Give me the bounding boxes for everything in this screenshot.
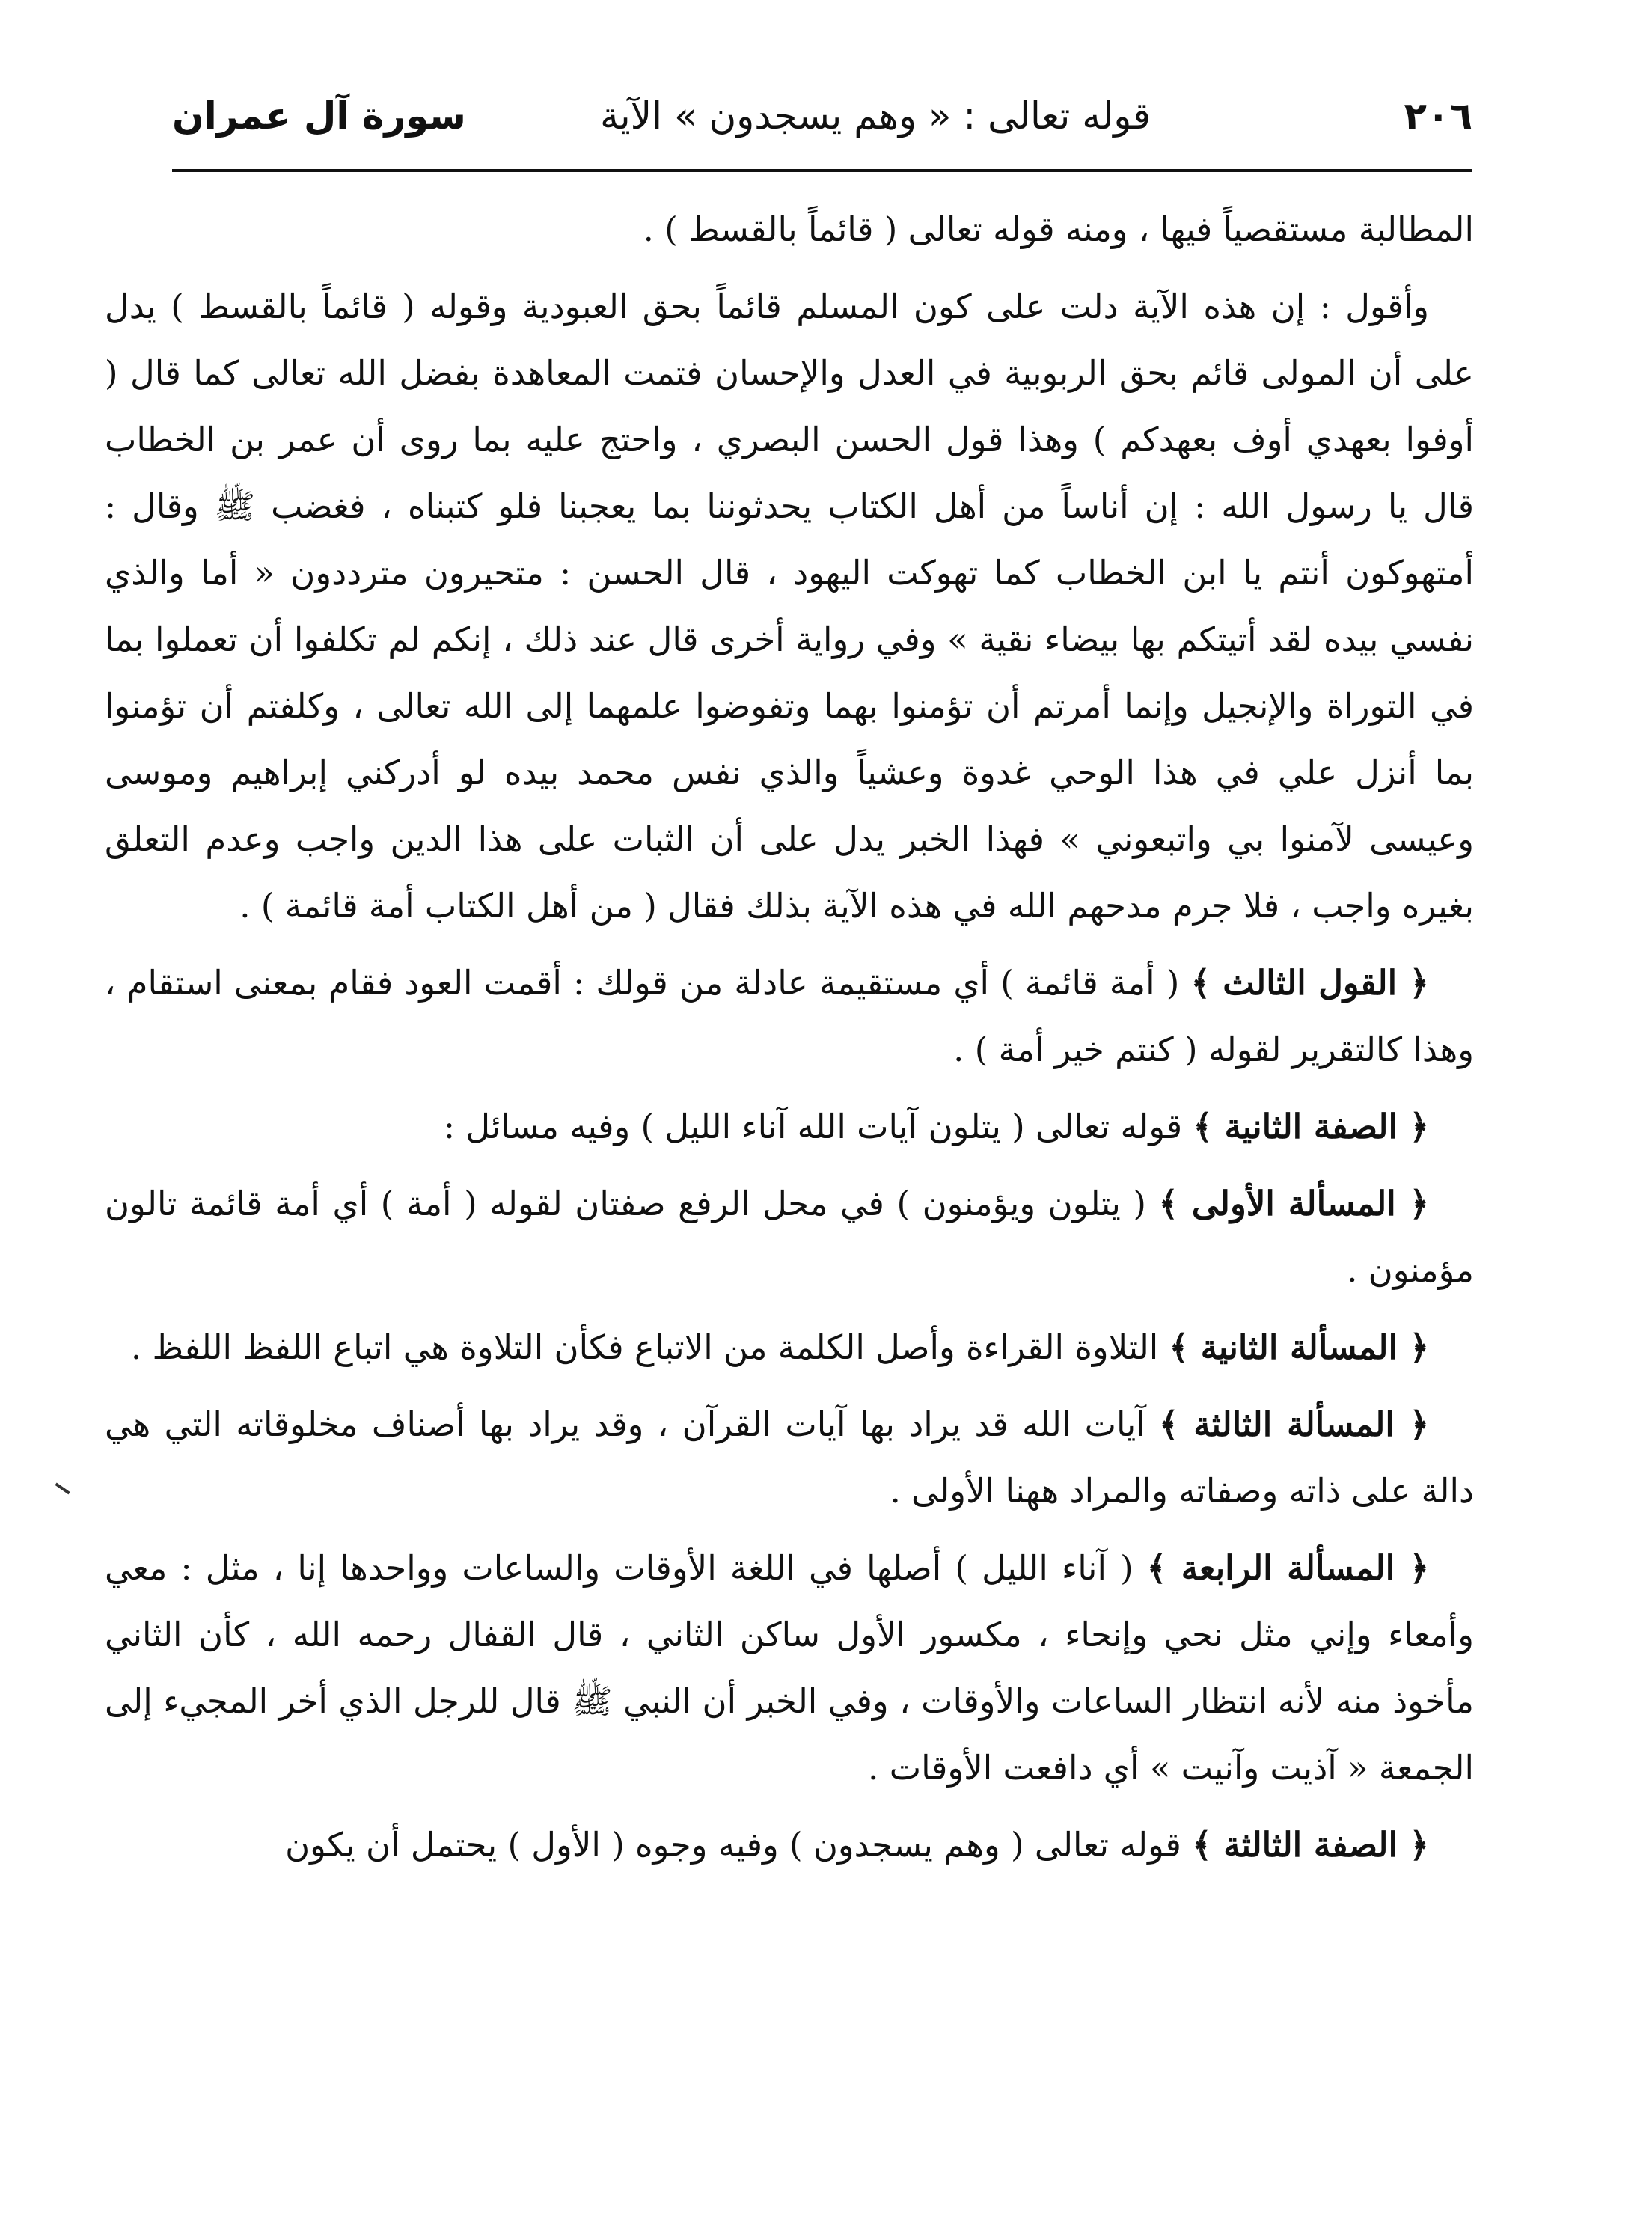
paragraph-text: المطالبة مستقصياً فيها ، ومنه قوله تعالى ( قائماً بالقسط ) . — [643, 210, 1474, 249]
paragraph-text: قوله تعالى ( يتلون آيات الله آناء الليل ) وفيه مسائل : — [443, 1107, 1183, 1146]
paragraph-text: ( أمة قائمة ) أي مستقيمة عادلة من قولك : أقمت العود فقام بمعنى استقام ، وهذا كالتقرير لقوله ( كنتم خير أمة ) . — [105, 963, 1474, 1069]
section-heading: ﴿ المسألة الأولى ﴾ — [1158, 1184, 1429, 1223]
running-verse-reference: قوله تعالى : « وهم يسجدون » الآية — [599, 94, 1151, 138]
paragraph — [105, 950, 1474, 1083]
paragraph — [105, 1535, 1474, 1801]
paragraph — [105, 1391, 1474, 1524]
page-header — [172, 88, 1472, 156]
paragraph-text: وأقول : إن هذه الآية دلت على كون المسلم قائماً بحق العبودية وقوله ( قائماً بالقسط ) يدل على أن المولى قائم بحق الربوبية في العدل والإحسان فتمت المعاهدة بفضل الله تعالى كما قال ( أوفوا بعهدي أوف بعهدكم ) وهذا قول الحسن البصري ، واحتج عليه بما روى أن عمر بن الخطاب قال يا رسول الله : إن أناساً من أهل الكتاب يحدثوننا بما يعجبنا فلو كتبناه ، فغضب ﷺ وقال : أمتهوكون أنتم يا ابن الخطاب كما تهوكت اليهود ، قال الحسن : متحيرون مترددون « أما والذي نفسي بيده لقد أتيتكم بها بيضاء نقية » وفي رواية أخرى قال عند ذلك ، إنكم لم تكلفوا أن تعملوا بما في التوراة والإنجيل وإنما أمرتم أن تؤمنوا بهما وتفوضوا علمهما إلى الله تعالى ، وكلفتم أن تؤمنوا بما أنزل علي في هذا الوحي غدوة وعشياً والذي نفس محمد بيده لو أدركني إبراهيم وموسى وعيسى لآمنوا بي واتبعوني » فهذا الخبر يدل على أن الثبات على هذا الدين واجب وعدم التعلق بغيره واجب ، فلا جرم مدحهم الله في هذه الآية بذلك فقال ( من أهل الكتاب أمة قائمة ) . — [105, 287, 1474, 926]
header-divider — [172, 169, 1472, 172]
paragraph — [105, 1314, 1474, 1381]
body-text — [105, 196, 1474, 1889]
margin-mark — [48, 1482, 70, 1504]
section-heading: ﴿ المسألة الثالثة ﴾ — [1159, 1404, 1429, 1444]
paragraph — [105, 196, 1474, 263]
paragraph — [105, 1170, 1474, 1303]
paragraph-text: التلاوة القراءة وأصل الكلمة من الاتباع فكأن التلاوة هي اتباع اللفظ اللفظ . — [130, 1327, 1159, 1367]
section-heading: ﴿ الصفة الثانية ﴾ — [1193, 1107, 1429, 1146]
section-heading: ﴿ القول الثالث ﴾ — [1190, 963, 1429, 1003]
paragraph — [105, 1811, 1474, 1878]
paragraph-text: ( آناء الليل ) أصلها في اللغة الأوقات والساعات وواحدها إنا ، مثل : معي وأمعاء وإني مثل نحي وإنحاء ، مكسور الأول ساكن الثاني ، قال القفال رحمه الله ، كأن الثاني مأخوذ منه لأنه انتظار الساعات والأوقات ، وفي الخبر أن النبي ﷺ قال للرجل الذي أخر المجيء إلى الجمعة « آذيت وآنيت » أي دافعت الأوقات . — [105, 1548, 1474, 1788]
page-number: ٢٠٦ — [1404, 94, 1472, 138]
section-heading: ﴿ الصفة الثالثة ﴾ — [1192, 1825, 1429, 1865]
section-heading: ﴿ المسألة الثانية ﴾ — [1169, 1327, 1429, 1367]
paragraph-text: آيات الله قد يراد بها آيات القرآن ، وقد يراد بها أصناف مخلوقاته التي هي دالة على ذاته وصفاته والمراد ههنا الأولى . — [105, 1404, 1474, 1511]
paragraph — [105, 1093, 1474, 1160]
paragraph — [105, 273, 1474, 939]
surah-name: سورة آل عمران — [172, 94, 466, 138]
section-heading: ﴿ المسألة الرابعة ﴾ — [1146, 1548, 1430, 1588]
paragraph-text: قوله تعالى ( وهم يسجدون ) وفيه وجوه ( الأول ) يحتمل أن يكون — [285, 1825, 1181, 1865]
paragraph-text: ( يتلون ويؤمنون ) في محل الرفع صفتان لقوله ( أمة ) أي أمة قائمة تالون مؤمنون . — [105, 1184, 1474, 1290]
